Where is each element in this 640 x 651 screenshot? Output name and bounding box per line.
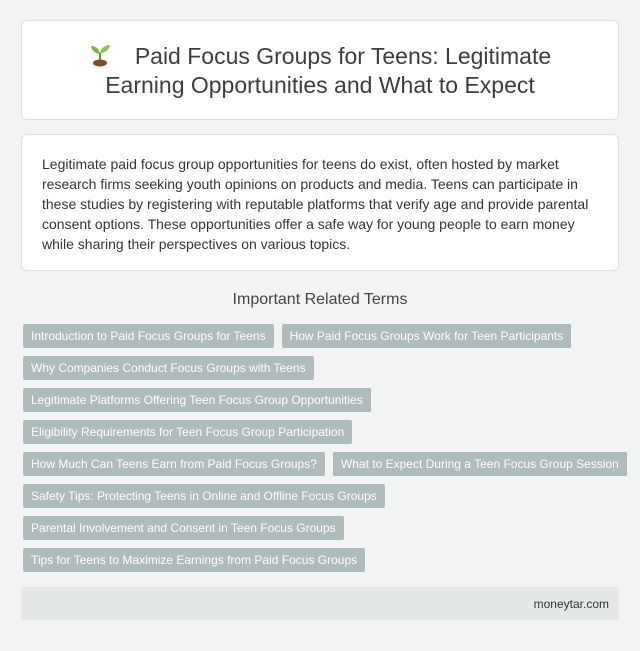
term-row [23, 420, 623, 444]
term-row [23, 324, 623, 348]
related-term-tag[interactable]: Tips for Teens to Maximize Earnings from Paid Focus Groups [23, 548, 365, 572]
related-term-tag[interactable]: Parental Involvement and Consent in Teen Focus Groups [23, 516, 344, 540]
page-title [52, 41, 588, 100]
related-term-tag[interactable]: How Much Can Teens Earn from Paid Focus Groups? [23, 452, 325, 476]
footer-bar [21, 587, 619, 620]
term-row [23, 516, 623, 540]
header-card [21, 20, 619, 120]
term-row [23, 388, 623, 412]
related-term-tag[interactable]: Eligibility Requirements for Teen Focus Group Participation [23, 420, 352, 444]
related-terms-list [23, 324, 623, 580]
term-row [23, 452, 623, 476]
term-row [23, 356, 623, 380]
related-terms-heading: Important Related Terms [232, 291, 408, 308]
sprout-icon [89, 41, 111, 67]
related-term-tag[interactable]: What to Expect During a Teen Focus Group Session [333, 452, 627, 476]
related-term-tag[interactable]: How Paid Focus Groups Work for Teen Participants [282, 324, 572, 348]
term-row [23, 484, 623, 508]
related-term-tag[interactable]: Legitimate Platforms Offering Teen Focus Group Opportunities [23, 388, 371, 412]
footer-site-link[interactable]: moneytar.com [533, 596, 609, 611]
related-term-tag[interactable]: Safety Tips: Protecting Teens in Online and Offline Focus Groups [23, 484, 385, 508]
summary-card [21, 134, 619, 271]
term-row [23, 548, 623, 572]
related-term-tag[interactable]: Introduction to Paid Focus Groups for Teens [23, 324, 274, 348]
related-term-tag[interactable]: Why Companies Conduct Focus Groups with Teens [23, 356, 314, 380]
page-title-text: Paid Focus Groups for Teens: Legitimate Earning Opportunities and What to Expect [105, 42, 552, 98]
summary-text: Legitimate paid focus group opportunities for teens do exist, often hosted by market research firms seeking youth opinions on products and media. Teens can participate in these studies by registering with reputable platforms that verify age and provide parental consent options. These opportunities offer a safe way for young people to earn money while sharing their perspectives on various topics. [42, 156, 589, 252]
